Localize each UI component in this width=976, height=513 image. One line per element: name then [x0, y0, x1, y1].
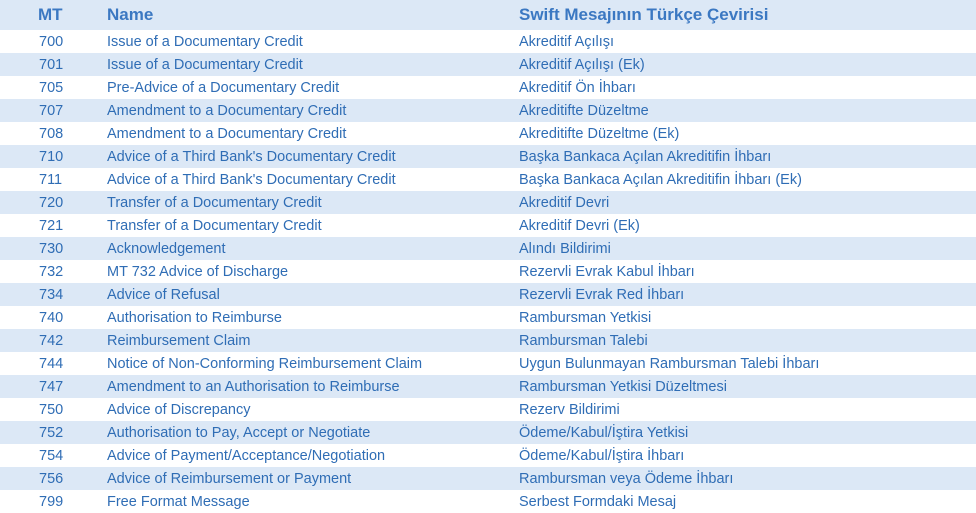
translation-cell: Serbest Formdaki Mesaj — [519, 493, 677, 510]
name-cell: Reimbursement Claim — [107, 332, 251, 349]
name-cell: Advice of a Third Bank's Documentary Credit — [107, 171, 396, 188]
name-cell: Advice of Payment/Acceptance/Negotiation — [107, 447, 386, 464]
translation-cell: Başka Bankaca Açılan Akreditifin İhbarı — [519, 148, 772, 165]
name-cell: Advice of a Third Bank's Documentary Credit — [107, 148, 396, 165]
translation-cell: Alındı Bildirimi — [519, 240, 611, 257]
table-row — [0, 145, 976, 168]
name-cell: Issue of a Documentary Credit — [107, 33, 303, 50]
translation-cell: Uygun Bulunmayan Rambursman Talebi İhbarı — [519, 355, 820, 372]
table-row — [0, 53, 976, 76]
translation-cell: Başka Bankaca Açılan Akreditifin İhbarı (Ek) — [519, 171, 802, 188]
table-row — [0, 375, 976, 398]
name-cell: Amendment to a Documentary Credit — [107, 102, 347, 119]
header-translation: Swift Mesajının Türkçe Çevirisi — [519, 5, 769, 24]
table-row — [0, 214, 976, 237]
mt-cell: 705 — [39, 79, 64, 96]
mt-cell: 752 — [39, 424, 64, 441]
table-row — [0, 30, 976, 53]
mt-cell: 721 — [39, 217, 64, 234]
name-cell: Advice of Discrepancy — [107, 401, 251, 418]
name-cell: Free Format Message — [107, 493, 250, 510]
table-row — [0, 168, 976, 191]
translation-cell: Akreditif Açılışı (Ek) — [519, 56, 645, 73]
name-cell: Issue of a Documentary Credit — [107, 56, 303, 73]
mt-cell: 754 — [39, 447, 64, 464]
header-name: Name — [107, 5, 154, 24]
translation-cell: Akreditifte Düzeltme (Ek) — [519, 125, 680, 142]
name-cell: Notice of Non-Conforming Reimbursement Claim — [107, 355, 423, 372]
mt-cell: 711 — [39, 171, 63, 188]
translation-cell: Akreditif Ön İhbarı — [519, 79, 636, 96]
table-row — [0, 444, 976, 467]
translation-cell: Rezervli Evrak Red İhbarı — [519, 286, 685, 303]
name-cell: Amendment to an Authorisation to Reimburse — [107, 378, 400, 395]
mt-cell: 730 — [39, 240, 64, 257]
table-row — [0, 421, 976, 444]
header-row — [0, 0, 976, 30]
mt-cell: 720 — [39, 194, 64, 211]
name-cell: Transfer of a Documentary Credit — [107, 194, 322, 211]
translation-cell: Rezerv Bildirimi — [519, 401, 620, 418]
translation-cell: Rambursman Yetkisi — [519, 309, 652, 326]
name-cell: Transfer of a Documentary Credit — [107, 217, 322, 234]
translation-cell: Rambursman Yetkisi Düzeltmesi — [519, 378, 727, 395]
table-row — [0, 352, 976, 375]
table-row — [0, 467, 976, 490]
table-row — [0, 76, 976, 99]
mt-cell: 742 — [39, 332, 64, 349]
translation-cell: Akreditif Açılışı — [519, 33, 615, 50]
table-row — [0, 283, 976, 306]
name-cell: Acknowledgement — [107, 240, 226, 257]
mt-cell: 740 — [39, 309, 64, 326]
table-row — [0, 306, 976, 329]
mt-cell: 700 — [39, 33, 64, 50]
mt-cell: 734 — [39, 286, 64, 303]
mt-cell: 756 — [39, 470, 64, 487]
translation-cell: Ödeme/Kabul/İştira Yetkisi — [519, 424, 689, 441]
name-cell: Amendment to a Documentary Credit — [107, 125, 347, 142]
mt-cell: 701 — [39, 56, 64, 73]
table-row — [0, 329, 976, 352]
mt-cell: 708 — [39, 125, 64, 142]
name-cell: Pre-Advice of a Documentary Credit — [107, 79, 340, 96]
table-row — [0, 260, 976, 283]
name-cell: Authorisation to Reimburse — [107, 309, 282, 326]
name-cell: MT 732 Advice of Discharge — [107, 263, 289, 280]
table-row — [0, 237, 976, 260]
table-row — [0, 398, 976, 421]
table-header — [0, 0, 976, 30]
translation-cell: Akreditif Devri (Ek) — [519, 217, 640, 234]
table-row — [0, 99, 976, 122]
table-row — [0, 191, 976, 214]
name-cell: Advice of Reimbursement or Payment — [107, 470, 352, 487]
table-row — [0, 490, 976, 513]
mt-cell: 750 — [39, 401, 64, 418]
table-row — [0, 122, 976, 145]
table-body — [0, 30, 976, 513]
mt-cell: 747 — [39, 378, 64, 395]
translation-cell: Rambursman veya Ödeme İhbarı — [519, 470, 734, 487]
translation-cell: Akreditifte Düzeltme — [519, 102, 649, 119]
translation-cell: Ödeme/Kabul/İştira İhbarı — [519, 447, 685, 464]
translation-cell: Rambursman Talebi — [519, 332, 648, 349]
mt-cell: 710 — [39, 148, 64, 165]
translation-cell: Akreditif Devri — [519, 194, 610, 211]
mt-cell: 732 — [39, 263, 64, 280]
mt-cell: 707 — [39, 102, 64, 119]
name-cell: Advice of Refusal — [107, 286, 220, 303]
header-mt: MT — [38, 5, 63, 24]
name-cell: Authorisation to Pay, Accept or Negotiate — [107, 424, 371, 441]
translation-cell: Rezervli Evrak Kabul İhbarı — [519, 263, 695, 280]
mt-cell: 799 — [39, 493, 64, 510]
mt-cell: 744 — [39, 355, 64, 372]
